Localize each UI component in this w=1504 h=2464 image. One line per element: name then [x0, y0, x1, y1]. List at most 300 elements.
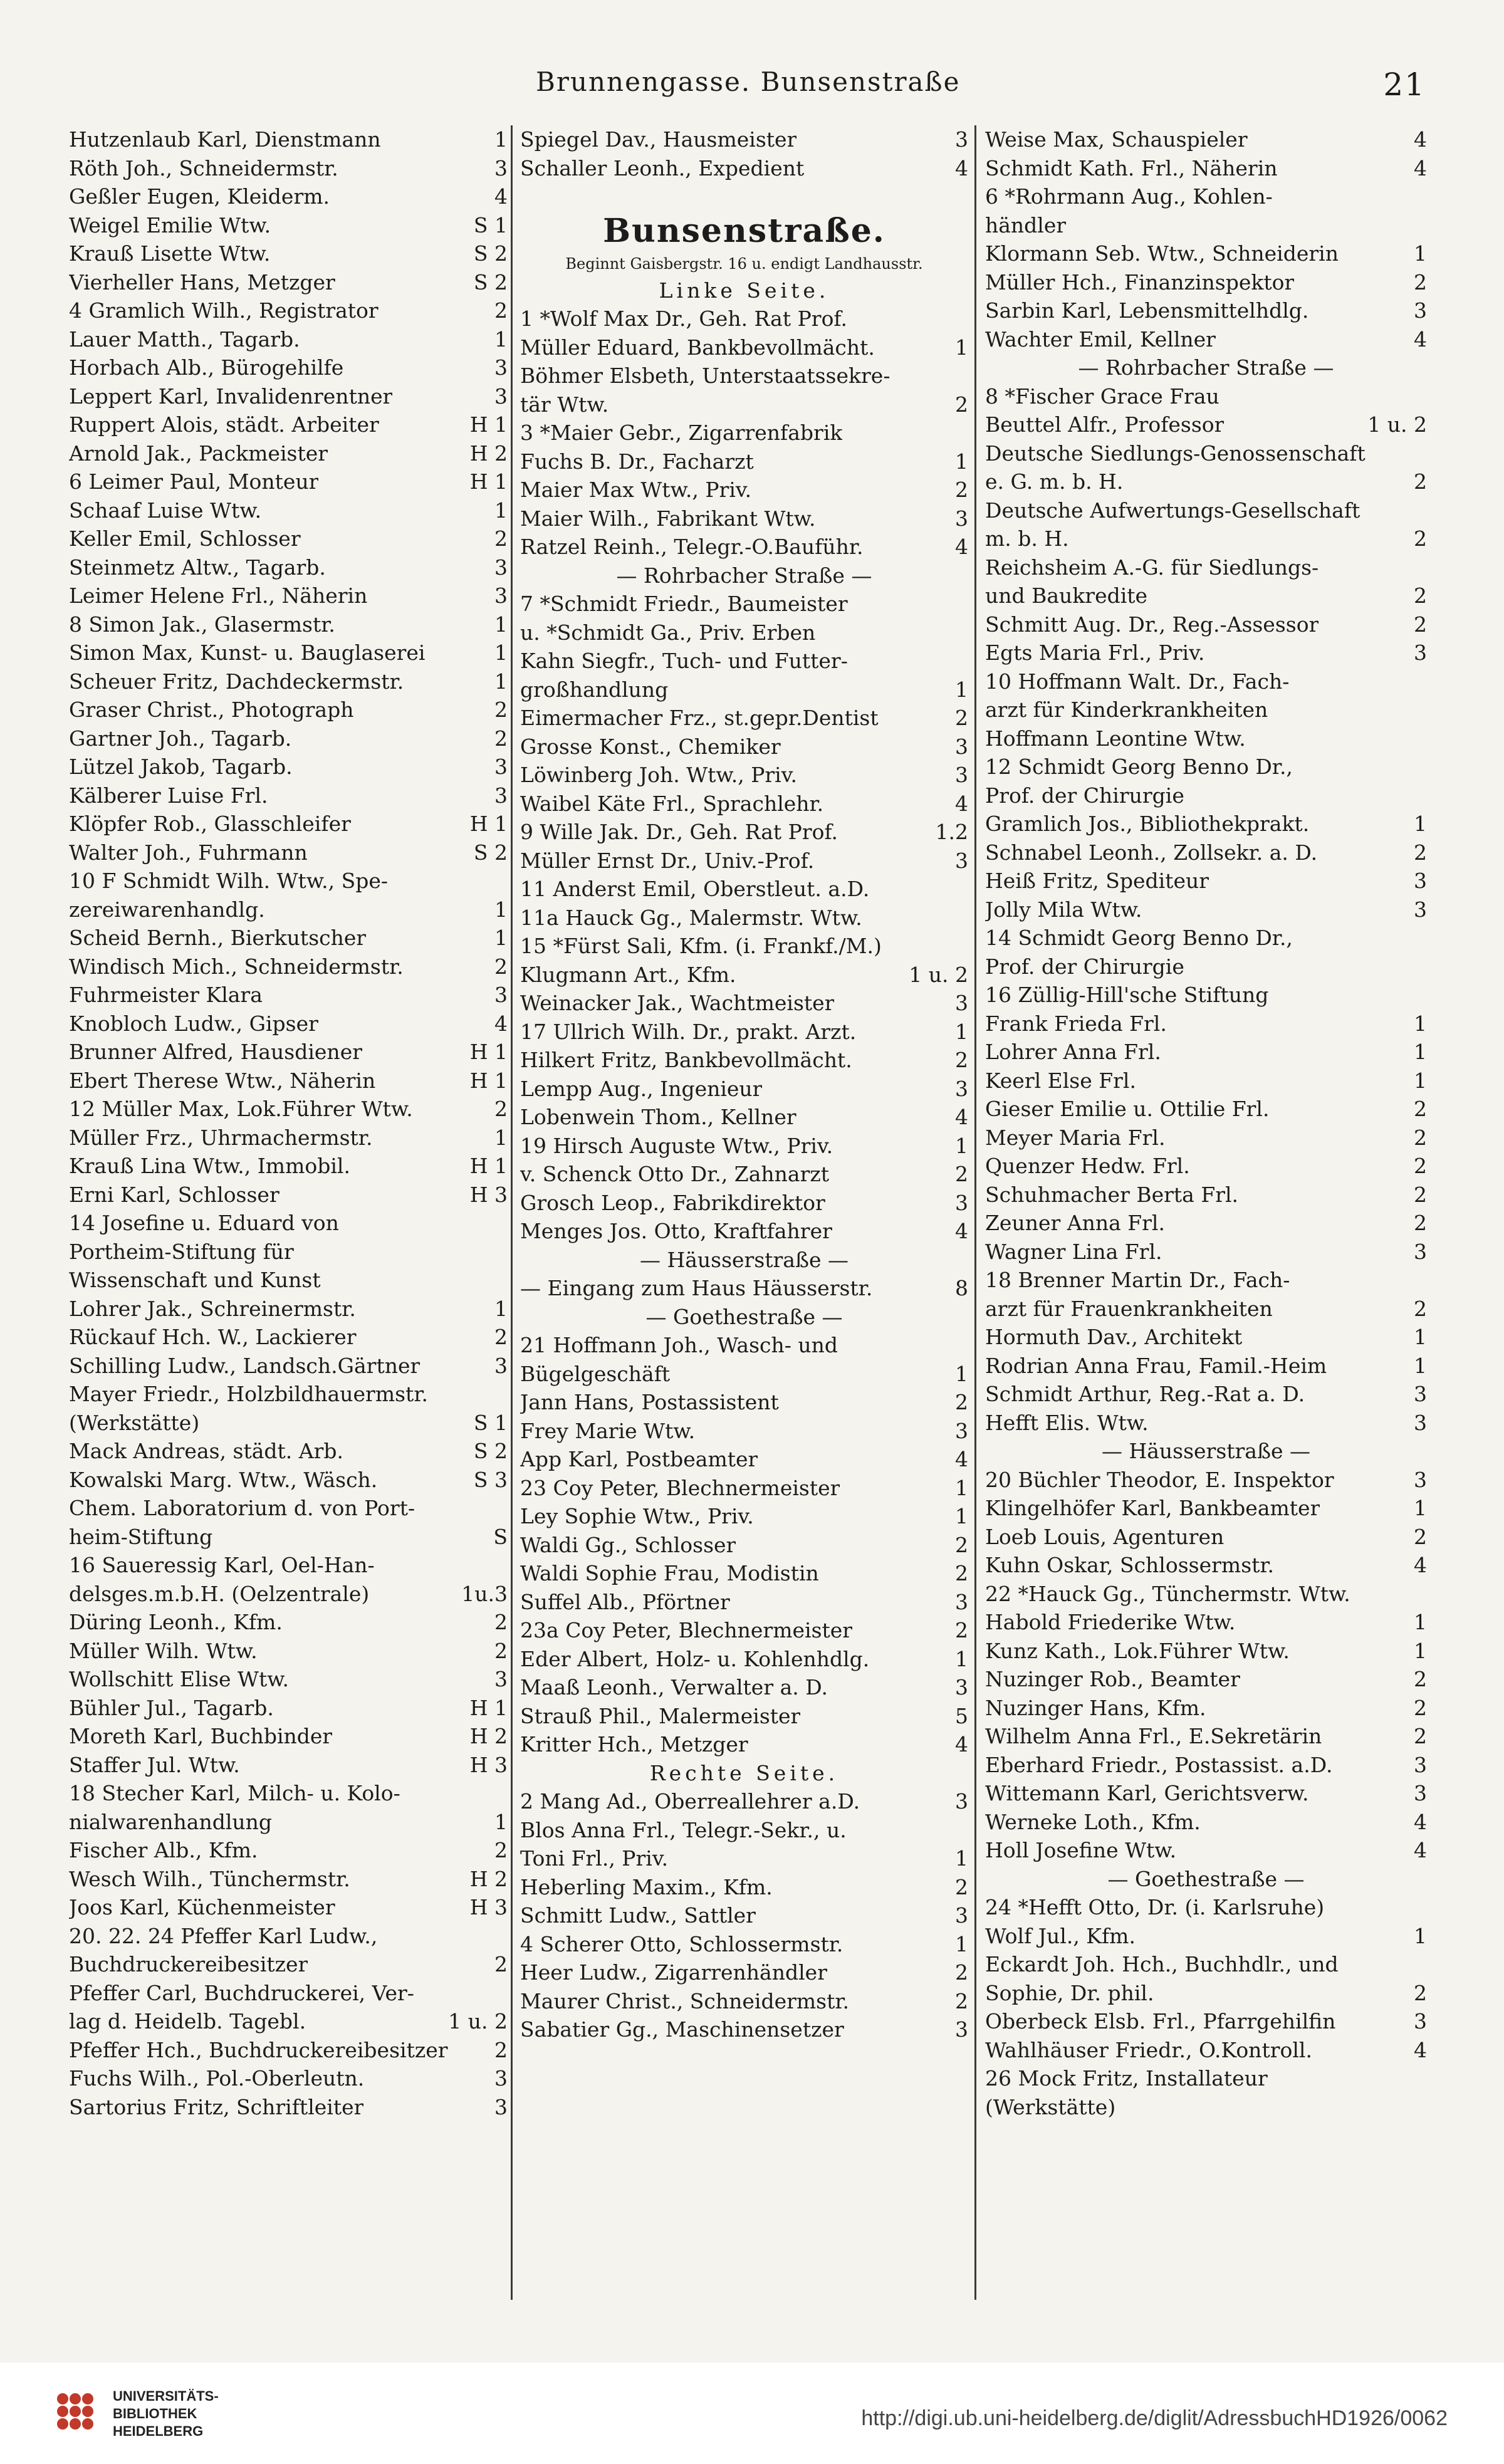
directory-entry [520, 1417, 968, 1446]
entry-text: Arnold Jak., Packmeister [69, 441, 328, 466]
entry-text: Nuzinger Rob., Beamter [985, 1667, 1240, 1691]
floor-marker: 2 [494, 1838, 508, 1862]
entry-text: 19 Hirsch Auguste Wtw., Priv. [520, 1133, 833, 1158]
directory-entry [520, 1702, 968, 1731]
directory-entry [520, 390, 968, 419]
floor-marker: 3 [955, 991, 968, 1015]
entry-text: Frank Frieda Frl. [985, 1011, 1167, 1036]
entry-text: Wesch Wilh., Tünchermstr. [69, 1866, 350, 1891]
floor-marker: 3 [955, 2017, 968, 2042]
floor-marker: 3 [1414, 2009, 1427, 2033]
directory-entry [69, 1466, 508, 1495]
floor-marker: H 1 [469, 1040, 508, 1064]
floor-marker: 2 [1414, 1125, 1427, 1150]
directory-entry [69, 1523, 508, 1552]
entry-text: Wilhelm Anna Frl., E.Sekretärin [985, 1724, 1322, 1748]
entry-text: Scheid Bernh., Bierkutscher [69, 926, 367, 950]
entry-text: Kritter Hch., Metzger [520, 1732, 748, 1757]
directory-entry [520, 504, 968, 533]
floor-marker: S 2 [473, 269, 508, 295]
floor-marker: 3 [494, 783, 508, 808]
entry-text: 11 Anderst Emil, Oberstleut. a.D. [520, 877, 870, 901]
entry-text: Hilkert Fritz, Bankbevollmächt. [520, 1048, 852, 1072]
entry-text: lag d. Heidelb. Tagebl. [69, 2009, 306, 2033]
entry-text: Reichsheim A.-G. für Siedlungs- [985, 555, 1319, 580]
entry-text: — Goethestraße — [645, 1304, 843, 1329]
floor-marker: S 1 [473, 1410, 508, 1435]
directory-entry [985, 1010, 1427, 1038]
cross-street-marker [985, 1437, 1427, 1466]
directory-entry [69, 781, 508, 810]
directory-entry [69, 1722, 508, 1751]
directory-entry [69, 496, 508, 525]
entry-text: Krauß Lisette Wtw. [69, 241, 271, 266]
directory-entry [520, 1189, 968, 1218]
entry-text: Strauß Phil., Malermeister [520, 1703, 801, 1728]
directory-entry [985, 1779, 1427, 1808]
directory-entry [985, 2007, 1427, 2036]
entry-text: Walter Joh., Fuhrmann [69, 840, 308, 865]
entry-text: u. *Schmidt Ga., Priv. Erben [520, 620, 816, 645]
entry-text: Böhmer Elsbeth, Unterstaatssekre- [520, 363, 890, 388]
directory-entry [69, 1067, 508, 1095]
directory-entry [985, 1038, 1427, 1067]
entry-text: 4 Gramlich Wilh., Registrator [69, 298, 379, 323]
directory-entry [69, 1323, 508, 1352]
directory-entry [69, 1836, 508, 1865]
directory-entry [520, 1930, 968, 1959]
floor-marker: 3 [955, 1190, 968, 1215]
directory-entry [69, 667, 508, 696]
entry-text: 12 Schmidt Georg Benno Dr., [985, 754, 1293, 779]
floor-marker: 1 [494, 612, 508, 637]
directory-entry [69, 1209, 508, 1238]
directory-entry [985, 1722, 1427, 1751]
entry-text: zereiwarenhandlg. [69, 897, 265, 922]
entry-text: 6 *Rohrmann Aug., Kohlen- [985, 184, 1273, 209]
directory-entry [69, 1694, 508, 1723]
entry-text: Rechte Seite. [649, 1760, 839, 1785]
floor-marker: S 2 [473, 241, 508, 266]
entry-text: Brunner Alfred, Hausdiener [69, 1040, 362, 1064]
floor-marker: S 3 [473, 1467, 508, 1492]
entry-text: Zeuner Anna Frl. [985, 1211, 1165, 1235]
directory-entry [520, 182, 968, 211]
entry-text: Nuzinger Hans, Kfm. [985, 1695, 1206, 1720]
directory-entry [520, 1873, 968, 1902]
directory-entry [985, 610, 1427, 639]
entry-text: arzt für Frauenkrankheiten [985, 1296, 1273, 1321]
entry-text: Steinmetz Altw., Tagarb. [69, 555, 326, 580]
floor-marker: 3 [494, 1667, 508, 1691]
floor-marker: 3 [1414, 1467, 1427, 1492]
entry-text: delsges.m.b.H. (Oelzentrale) [69, 1581, 370, 1606]
directory-entry [69, 924, 508, 953]
entry-text: Pfeffer Hch., Buchdruckereibesitzer [69, 2037, 448, 2062]
directory-entry [520, 333, 968, 362]
entry-text: Oberbeck Elsb. Frl., Pfarrgehilfin [985, 2009, 1336, 2033]
entry-text: 18 Stecher Karl, Milch- u. Kolo- [69, 1781, 400, 1805]
entry-text: Eimermacher Frz., st.gepr.Dentist [520, 706, 879, 730]
directory-entry [69, 2093, 508, 2122]
entry-text: Kahn Siegfr., Tuch- und Futter- [520, 649, 848, 673]
floor-marker: 2 [1414, 612, 1427, 637]
entry-text: 14 Schmidt Georg Benno Dr., [985, 926, 1293, 950]
entry-text: Wachter Emil, Kellner [985, 326, 1216, 352]
entry-text: tär Wtw. [520, 392, 609, 417]
floor-marker: 1 [494, 897, 508, 922]
entry-text: Horbach Alb., Bürogehilfe [69, 355, 344, 380]
directory-entry [985, 582, 1427, 610]
entry-text: Menges Jos. Otto, Kraftfahrer [520, 1219, 832, 1243]
directory-entry [69, 1665, 508, 1694]
entry-text: Weigel Emilie Wtw. [69, 212, 271, 238]
floor-marker: 3 [955, 1589, 968, 1614]
floor-marker: 2 [494, 1097, 508, 1121]
entry-text: Kunz Kath., Lok.Führer Wtw. [985, 1638, 1290, 1663]
cross-street-marker [520, 1303, 968, 1332]
directory-entry [985, 1323, 1427, 1352]
entry-text: Hoffmann Leontine Wtw. [985, 726, 1246, 751]
entry-text: Buchdruckereibesitzer [69, 1952, 308, 1976]
entry-text: Lempp Aug., Ingenieur [520, 1076, 763, 1101]
cross-street-marker [985, 353, 1427, 382]
floor-marker: S 1 [473, 212, 508, 238]
directory-entry [520, 305, 968, 333]
directory-entry [69, 1865, 508, 1894]
floor-marker: 4 [955, 1732, 968, 1757]
directory-entry [520, 989, 968, 1018]
directory-entry [520, 1217, 968, 1246]
directory-entry [985, 1209, 1427, 1238]
floor-marker: 1 [1414, 1325, 1427, 1349]
floor-marker: 2 [494, 726, 508, 751]
directory-entry [985, 1950, 1427, 1979]
entry-text: Gramlich Jos., Bibliothekprakt. [985, 812, 1310, 836]
floor-marker: 1 [955, 449, 968, 474]
directory-entry [69, 439, 508, 468]
entry-text: Schmidt Kath. Frl., Näherin [985, 155, 1278, 180]
entry-text: Eder Albert, Holz- u. Kohlenhdlg. [520, 1646, 870, 1671]
entry-text: — Häusserstraße — [1101, 1439, 1311, 1463]
floor-marker: 2 [955, 1988, 968, 2013]
entry-text: Leimer Helene Frl., Näherin [69, 583, 368, 608]
floor-marker: 3 [494, 2094, 508, 2119]
directory-entry [985, 211, 1427, 240]
floor-marker: 2 [494, 954, 508, 979]
floor-marker: 2 [955, 706, 968, 730]
directory-entry [520, 1645, 968, 1674]
floor-marker: 3 [494, 1353, 508, 1378]
directory-entry [520, 704, 968, 733]
entry-text: e. G. m. b. H. [985, 469, 1124, 494]
entry-text: Heiß Fritz, Spediteur [985, 869, 1209, 893]
entry-text: Toni Frl., Priv. [520, 1846, 669, 1871]
entry-text: Werneke Loth., Kfm. [985, 1809, 1201, 1834]
floor-marker: 2 [955, 392, 968, 417]
page-number: 21 [1383, 66, 1426, 103]
entry-text: Kuhn Oskar, Schlossermstr. [985, 1553, 1275, 1577]
directory-entry [69, 239, 508, 268]
directory-entry [985, 1808, 1427, 1837]
directory-entry [520, 1844, 968, 1873]
floor-marker: 3 [1414, 1410, 1427, 1435]
directory-entry [69, 1751, 508, 1780]
entry-text: Meyer Maria Frl. [985, 1125, 1166, 1150]
entry-text: Erni Karl, Schlosser [69, 1182, 279, 1207]
directory-entry [520, 1046, 968, 1075]
directory-entry [985, 781, 1427, 810]
floor-marker: 2 [1414, 1182, 1427, 1207]
floor-marker: 1 [955, 1019, 968, 1044]
directory-entry [520, 362, 968, 390]
entry-text: Beuttel Alfr., Professor [985, 412, 1225, 437]
floor-marker: 1 u. 2 [909, 962, 968, 987]
directory-entry [985, 2036, 1427, 2065]
entry-text: — Rohrbacher Straße — [1078, 355, 1334, 380]
floor-marker: 2 [955, 1390, 968, 1414]
entry-text: Pfeffer Carl, Buchdruckerei, Ver- [69, 1980, 414, 2005]
entry-text: Klormann Seb. Wtw., Schneiderin [985, 241, 1339, 266]
entry-text: Eberhard Friedr., Postassist. a.D. [985, 1752, 1333, 1777]
directory-entry [69, 1808, 508, 1837]
library-logo-icon [50, 2386, 100, 2436]
floor-marker: 2 [494, 2037, 508, 2062]
directory-entry [520, 1132, 968, 1161]
entry-text: Mack Andreas, städt. Arb. [69, 1439, 343, 1463]
floor-marker: 3 [494, 555, 508, 580]
floor-marker: 4 [1414, 155, 1427, 180]
directory-entry [985, 1608, 1427, 1637]
entry-text: 23a Coy Peter, Blechnermeister [520, 1618, 853, 1642]
directory-entry [520, 1816, 968, 1845]
floor-marker: 1 [494, 640, 508, 665]
entry-text: Waibel Käte Frl., Sprachlehr. [520, 791, 824, 816]
directory-entry [69, 1352, 508, 1381]
directory-entry [69, 1551, 508, 1580]
entry-text: Jolly Mila Wtw. [985, 897, 1142, 922]
floor-marker: 1.2 [935, 820, 968, 844]
entry-text: Klingelhöfer Karl, Bankbeamter [985, 1496, 1320, 1520]
floor-marker: 2 [1414, 1695, 1427, 1720]
entry-text: Fuhrmeister Klara [69, 983, 263, 1007]
directory-entry [520, 1360, 968, 1389]
directory-entry [985, 382, 1427, 411]
directory-entry [520, 419, 968, 447]
entry-text: Eckardt Joh. Hch., Buchhdlr., und [985, 1952, 1339, 1976]
floor-marker: 3 [955, 734, 968, 759]
directory-entry [69, 1295, 508, 1323]
directory-entry [69, 382, 508, 411]
running-title: Brunnengasse. Bunsenstraße [536, 66, 961, 97]
directory-entry [985, 1266, 1427, 1295]
directory-entry [69, 1038, 508, 1067]
floor-marker: 1 [494, 498, 508, 523]
entry-text: 23 Coy Peter, Blechnermeister [520, 1475, 840, 1500]
floor-marker: H 3 [469, 1182, 508, 1207]
entry-text: Fischer Alb., Kfm. [69, 1838, 258, 1862]
entry-text: Maier Wilh., Fabrikant Wtw. [520, 506, 816, 531]
directory-entry [985, 1580, 1427, 1609]
floor-marker: S 2 [473, 1439, 508, 1463]
directory-entry [985, 325, 1427, 354]
floor-marker: 2 [1414, 1980, 1427, 2005]
floor-marker: 1u.3 [461, 1581, 508, 1606]
entry-text: Sarbin Karl, Lebensmittelhdlg. [985, 298, 1309, 323]
directory-entry [985, 1665, 1427, 1694]
entry-text: großhandlung [520, 677, 669, 702]
floor-marker: 1 [955, 1931, 968, 1956]
directory-entry [985, 724, 1427, 753]
directory-entry [69, 1124, 508, 1152]
directory-entry [985, 1181, 1427, 1209]
directory-entry [520, 1673, 968, 1702]
directory-entry [985, 1238, 1427, 1266]
floor-marker: 3 [955, 848, 968, 873]
floor-marker: 2 [494, 1325, 508, 1349]
floor-marker: 2 [955, 1048, 968, 1072]
entry-text: und Baukredite [985, 583, 1148, 608]
entry-text: Lauer Matth., Tagarb. [69, 326, 300, 352]
directory-entry [69, 325, 508, 354]
entry-text: Keerl Else Frl. [985, 1068, 1136, 1093]
directory-entry [985, 1352, 1427, 1381]
entry-text: Schnabel Leonh., Zollsekr. a. D. [985, 840, 1318, 865]
directory-entry [985, 639, 1427, 667]
entry-text: Lohrer Anna Frl. [985, 1040, 1161, 1064]
entry-text: Beginnt Gaisbergstr. 16 u. endigt Landhausstr. [565, 254, 923, 273]
directory-entry [69, 981, 508, 1010]
entry-text: Staffer Jul. Wtw. [69, 1752, 240, 1777]
floor-marker: 2 [1414, 840, 1427, 865]
source-url[interactable]: http://digi.ub.uni-heidelberg.de/diglit/AdressbuchHD1926/0062 [861, 2406, 1448, 2430]
entry-text: Geßler Eugen, Kleiderm. [69, 184, 330, 209]
entry-text: 20. 22. 24 Pfeffer Karl Ludw., [69, 1923, 378, 1948]
column-rule [511, 125, 513, 2300]
entry-text: Wittemann Karl, Gerichtsverw. [985, 1781, 1309, 1805]
floor-marker: 3 [494, 983, 508, 1007]
directory-entry [69, 1893, 508, 1922]
directory-entry [520, 447, 968, 476]
entry-text: 11a Hauck Gg., Malermstr. Wtw. [520, 905, 862, 930]
floor-marker: 8 [955, 1276, 968, 1300]
entry-text: Sartorius Fritz, Schriftleiter [69, 2094, 364, 2119]
directory-entry [520, 1901, 968, 1930]
floor-marker: 1 [955, 1133, 968, 1158]
entry-text: Spiegel Dav., Hausmeister [520, 127, 797, 152]
floor-marker: 1 [1414, 1923, 1427, 1948]
entry-text: 16 Saueressig Karl, Oel-Han- [69, 1553, 375, 1577]
entry-text: Rodrian Anna Frau, Famil.-Heim [985, 1353, 1327, 1378]
floor-marker: 1 [494, 326, 508, 352]
entry-text: 12 Müller Max, Lok.Führer Wtw. [69, 1097, 413, 1121]
directory-entry [520, 1958, 968, 1987]
entry-text: Klugmann Art., Kfm. [520, 962, 736, 987]
floor-marker: 1 [494, 1809, 508, 1834]
entry-text: 8 *Fischer Grace Frau [985, 384, 1219, 409]
floor-marker: 3 [955, 763, 968, 787]
entry-text: Hormuth Dav., Architekt [985, 1325, 1243, 1349]
entry-text: 21 Hoffmann Joh., Wasch- und [520, 1333, 838, 1357]
directory-entry [69, 582, 508, 610]
directory-entry [69, 895, 508, 924]
entry-text: Maier Max Wtw., Priv. [520, 478, 752, 502]
entry-text: 2 Mang Ad., Oberreallehrer a.D. [520, 1789, 860, 1814]
entry-text: — Goethestraße — [1107, 1866, 1305, 1891]
entry-text: Wolf Jul., Kfm. [985, 1923, 1136, 1948]
floor-marker: 2 [494, 298, 508, 323]
entry-text: 18 Brenner Martin Dr., Fach- [985, 1268, 1290, 1292]
floor-marker: 2 [1414, 583, 1427, 608]
floor-marker: 3 [955, 1076, 968, 1101]
floor-marker: 2 [494, 1952, 508, 1976]
entry-text: Chem. Laboratorium d. von Port- [69, 1496, 415, 1520]
entry-text: 20 Büchler Theodor, E. Inspektor [985, 1467, 1334, 1492]
floor-marker: 4 [494, 184, 508, 209]
floor-marker: 2 [1414, 469, 1427, 494]
entry-text: Jann Hans, Postassistent [520, 1390, 779, 1414]
directory-entry [69, 1152, 508, 1181]
entry-text: Suffel Alb., Pförtner [520, 1589, 730, 1614]
entry-text: 26 Mock Fritz, Installateur [985, 2066, 1268, 2091]
floor-marker: 3 [1414, 897, 1427, 922]
directory-entry [520, 2015, 968, 2044]
floor-marker: 3 [494, 754, 508, 779]
floor-marker: 1 [955, 1475, 968, 1500]
entry-text: 10 Hoffmann Walt. Dr., Fach- [985, 669, 1290, 694]
directory-entry [985, 1751, 1427, 1780]
floor-marker: 2 [955, 1561, 968, 1585]
directory-entry [69, 1010, 508, 1038]
entry-text: Portheim-Stiftung für [69, 1239, 294, 1264]
entry-text: Weise Max, Schauspieler [985, 127, 1248, 152]
entry-text: Ruppert Alois, städt. Arbeiter [69, 412, 379, 437]
directory-entry [985, 553, 1427, 582]
floor-marker: H 1 [469, 412, 508, 437]
directory-entry [520, 733, 968, 761]
directory-entry [69, 182, 508, 211]
floor-marker: 3 [955, 1675, 968, 1699]
entry-text: Linke Seite. [659, 278, 830, 303]
floor-marker: H 3 [469, 1752, 508, 1777]
directory-column-3 [985, 125, 1427, 2300]
floor-marker: H 1 [469, 1154, 508, 1178]
floor-marker: H 2 [469, 441, 508, 466]
directory-entry [69, 1437, 508, 1466]
floor-marker: 4 [955, 1447, 968, 1471]
entry-text: App Karl, Postbeamter [520, 1447, 758, 1471]
directory-entry [69, 1238, 508, 1266]
entry-text: Mayer Friedr., Holzbildhauermstr. [69, 1382, 428, 1406]
floor-marker: 3 [955, 1789, 968, 1814]
directory-entry [69, 867, 508, 895]
directory-entry [520, 761, 968, 790]
floor-marker: 2 [1414, 1524, 1427, 1549]
entry-text: Windisch Mich., Schneidermstr. [69, 954, 404, 979]
entry-text: Leppert Karl, Invalidenrentner [69, 384, 393, 409]
street-heading [520, 211, 968, 251]
floor-marker: 4 [494, 1011, 508, 1036]
floor-marker: 1 u. 2 [448, 2009, 508, 2033]
floor-marker: H 1 [469, 1068, 508, 1093]
directory-entry [69, 724, 508, 753]
floor-marker: 1 [494, 1125, 508, 1150]
entry-text: 3 *Maier Gebr., Zigarrenfabrik [520, 420, 843, 445]
floor-marker: 2 [1414, 1724, 1427, 1748]
directory-entry [985, 525, 1427, 553]
entry-text: Kowalski Marg. Wtw., Wäsch. [69, 1467, 378, 1492]
entry-text: arzt für Kinderkrankheiten [985, 697, 1268, 722]
